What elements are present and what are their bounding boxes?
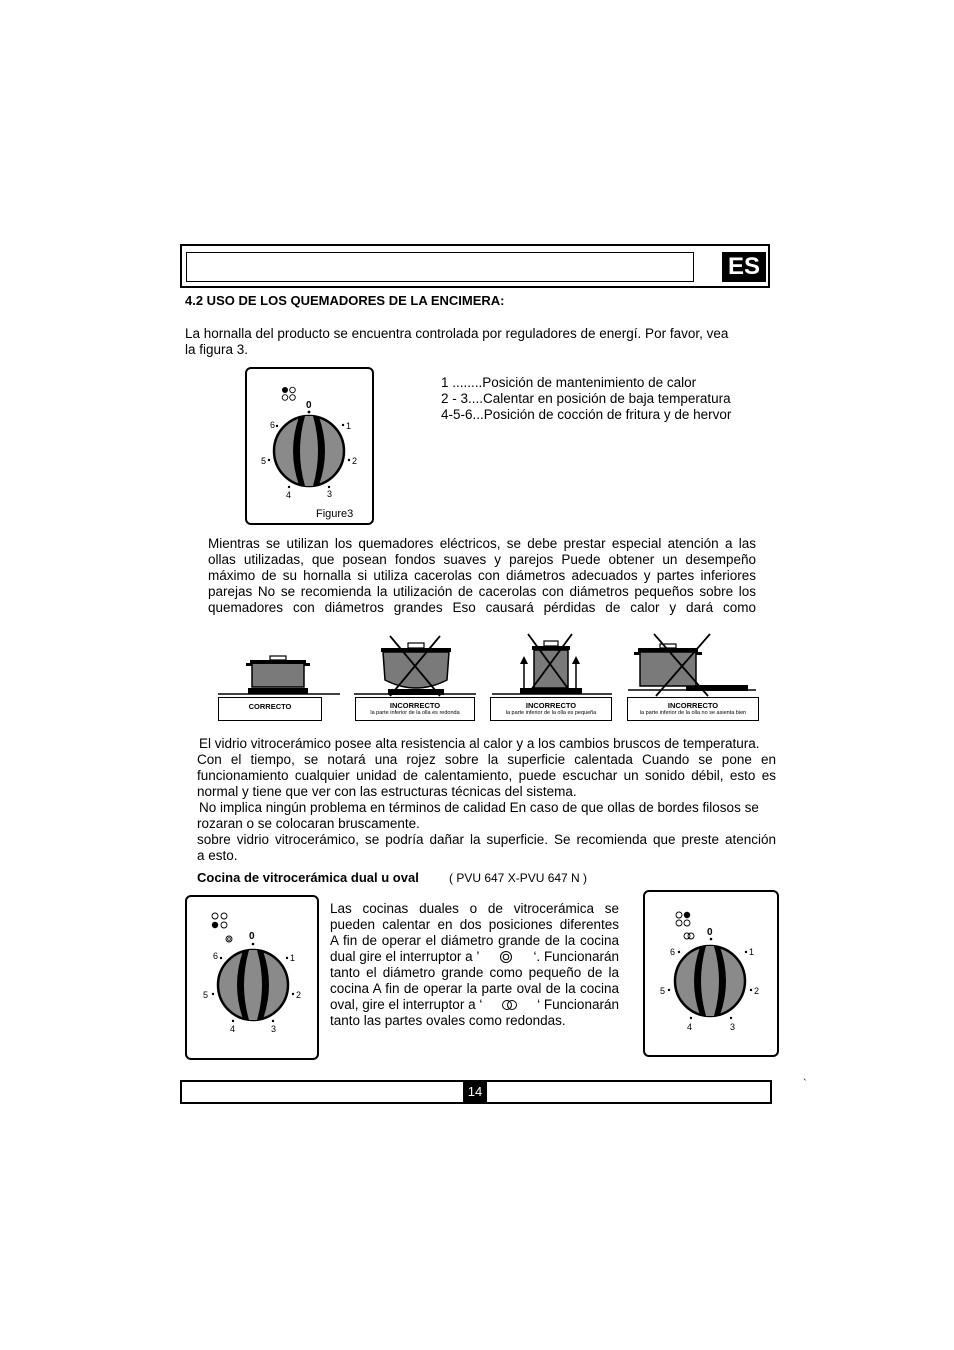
dual-knob-label-4: 4	[230, 1024, 236, 1034]
dual-knob-label-1: 1	[290, 953, 296, 963]
pans-line-1: Mientras se utilizan los quemadores eléctricos, se debe prestar especial atención a las	[208, 536, 756, 551]
pot-label-1: CORRECTO	[218, 697, 322, 721]
dual-line-7	[330, 997, 619, 1013]
dual-line-2: pueden calentar en dos posiciones diferentes	[330, 917, 619, 932]
pot-correct-icon	[218, 656, 340, 694]
oval-knob-label-4: 4	[687, 1022, 693, 1032]
pans-paragraph	[208, 536, 756, 616]
dual-line-1: Las cocinas duales o de vitrocerámica se	[330, 901, 619, 916]
stray-mark: `	[803, 1078, 807, 1090]
oval-zone-symbol-icon	[500, 998, 520, 1012]
dual-line-4b: ‘. Funcionarán	[533, 949, 619, 964]
pot-label-3: INCORRECTO la parte inferior de la olla es pequeña	[490, 697, 612, 721]
knob-label-2: 2	[352, 456, 358, 466]
dual-ring-symbol-icon	[499, 950, 513, 964]
intro-line-1: La hornalla del producto se encuentra controlada por reguladores de energí. Por favor, vea	[185, 326, 729, 341]
figure-caption: Figure3	[316, 508, 354, 520]
pot-illustrations	[210, 630, 770, 702]
dual-knob-label-2: 2	[296, 990, 302, 1000]
oval-knob-illustration	[645, 892, 777, 1055]
glass-line-3: funcionamiento cualquier unidad de calentamiento, puede escuchar un sonido débil, esto es	[197, 768, 776, 783]
dual-knob-illustration	[187, 897, 317, 1058]
header-title-box	[186, 252, 694, 282]
oval-knob-panel	[643, 890, 779, 1057]
dual-line-8: tanto las partes ovales como redondas.	[330, 1013, 566, 1028]
oval-knob-label-5: 5	[660, 986, 666, 996]
dual-ring-icon	[226, 936, 232, 942]
dual-line-4a: dual gire el interruptor a ’	[330, 949, 480, 964]
dual-knob-label-5: 5	[203, 990, 209, 1000]
pans-line-5: quemadores con diámetros grandes Eso causará pérdidas de calor y dará como	[208, 600, 756, 615]
glass-line-6: rozaran o se colocaran bruscamente.	[197, 816, 420, 831]
oval-knob-label-0: 0	[707, 927, 713, 938]
intro-line-2: la figura 3.	[185, 342, 249, 357]
legend-line-1: 1 ........Posición de mantenimiento de calor	[441, 375, 697, 390]
oval-knob-label-3: 3	[730, 1022, 736, 1032]
dual-knob-label-3: 3	[271, 1024, 277, 1034]
page-number: 14	[463, 1081, 487, 1103]
knob-label-5: 5	[261, 456, 267, 466]
glass-line-7: sobre vidrio vitrocerámico, se podría dañar la superficie. Se recomienda que preste atención	[197, 832, 776, 847]
knob-label-6: 6	[270, 420, 276, 430]
pans-line-2: ollas utilizadas, que posean fondos suaves y parejos Puede obtener un desempeño	[208, 552, 756, 567]
legend-line-2: 2 - 3....Calentar en posición de baja temperatura	[441, 391, 731, 406]
dual-heading: Cocina de vitrocerámica dual u oval	[197, 870, 419, 885]
dual-knob-panel	[185, 895, 319, 1060]
knob-label-3: 3	[327, 489, 333, 499]
dual-line-3: A fin de operar el diámetro grande de la cocina	[330, 933, 619, 948]
dual-knob-label-6: 6	[213, 951, 219, 961]
pot-small-bottom-icon	[492, 634, 612, 694]
glass-line-2: Con el tiempo, se notará una rojez sobre la superficie calentada Cuando se pone en	[197, 752, 776, 767]
dual-line-6: cocina A fin de operar la parte oval de la cocina	[330, 981, 619, 996]
knob-label-0: 0	[306, 400, 312, 411]
oval-knob-label-1: 1	[749, 947, 755, 957]
dual-line-7a: oval, gire el interruptor a ‘	[330, 997, 483, 1012]
pans-line-4: parejas No se recomienda la utilización de cacerolas con diámetros pequeños sobre los	[208, 584, 756, 599]
dual-line-4	[330, 949, 619, 965]
control-knob-illustration	[247, 369, 372, 523]
glass-line-4: normal y tiene que ver con las estructuras técnicas del sistema.	[197, 784, 577, 799]
dual-line-5: tanto el diámetro grande como pequeño de la	[330, 965, 619, 980]
knob-label-4: 4	[286, 490, 292, 500]
zone-indicator-icon	[282, 387, 288, 393]
section-heading: 4.2 USO DE LOS QUEMADORES DE LA ENCIMERA:	[185, 293, 505, 308]
glass-paragraph	[197, 736, 776, 864]
language-badge: ES	[722, 252, 766, 282]
knob-label-1: 1	[346, 421, 352, 431]
dual-line-7b: ‘ Funcionarán	[537, 997, 619, 1012]
glass-line-5: No implica ningún problema en términos de calidad En caso de que ollas de bordes filosos se	[199, 800, 759, 815]
pot-not-flat-icon	[628, 634, 756, 696]
oval-knob-label-2: 2	[754, 986, 760, 996]
dual-models: ( PVU 647 X-PVU 647 N )	[449, 871, 588, 885]
dual-paragraph	[330, 901, 619, 1029]
pot-round-bottom-icon	[354, 636, 476, 696]
figure3-knob-panel	[245, 367, 374, 525]
glass-line-8: a esto.	[197, 848, 238, 863]
oval-knob-label-6: 6	[670, 947, 676, 957]
legend-line-3: 4-5-6...Posición de cocción de fritura y de hervor	[441, 407, 732, 422]
pot-label-4: INCORRECTO la parte inferior de la olla no se asienta bien	[627, 697, 759, 721]
pot-label-2: INCORRECTO la parte inferior de la olla es redonda	[355, 697, 475, 721]
dual-knob-label-0: 0	[249, 931, 255, 942]
glass-line-1: El vidrio vitrocerámico posee alta resistencia al calor y a los cambios bruscos de temperatura.	[199, 736, 760, 751]
pans-line-3: máximo de su hornalla si utiliza cacerolas con diámetros adecuados y partes inferiores	[208, 568, 756, 583]
